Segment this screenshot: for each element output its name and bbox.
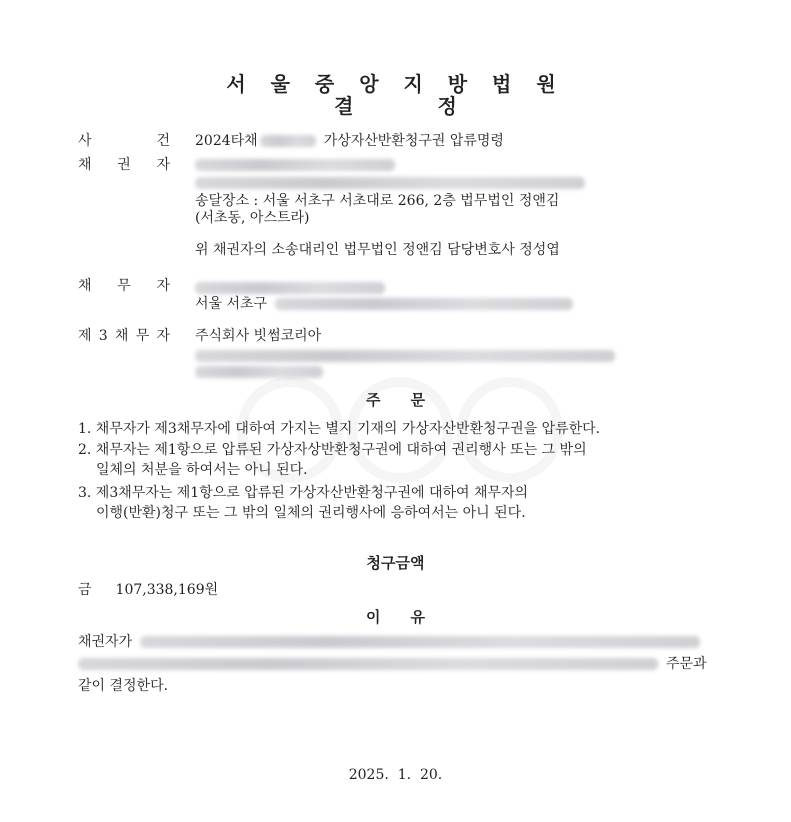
third-debtor-label: 제 3 채 무 자	[78, 328, 170, 344]
reason-lead: 채권자가	[78, 634, 133, 650]
reason-heading: 이 유	[366, 608, 425, 626]
ruling-item-2: 2. 채무자는 제1항으로 압류된 가상자상반환청구권에 대하여 권리행사 또는 그 밖의	[78, 442, 587, 458]
reason-line-3: 같이 결정한다.	[78, 678, 169, 694]
ruling-item-3-cont: 이행(반환)청구 또는 그 밖의 일체의 권리행사에 응하여서는 아니 된다.	[96, 505, 526, 521]
claim-amount: 107,338,169원	[115, 582, 219, 598]
court-name: 서 울 중 앙 지 방 법 원	[226, 72, 565, 96]
attorney-line: 위 채권자의 소송대리인 법무법인 정앤김 담당변호사 정성엽	[195, 242, 560, 258]
claim-heading: 청구금액	[366, 554, 425, 572]
redacted-case-number	[260, 135, 316, 147]
ruling-heading: 주 문	[366, 391, 425, 409]
case-name: 가상자산반환청구권 압류명령	[323, 133, 504, 149]
debtor-address-prefix: 서울 서초구	[195, 296, 268, 312]
reason-line-2	[78, 655, 707, 673]
debtor-label: 채 무 자	[78, 278, 170, 294]
decision-date: 2025. 1. 20.	[348, 767, 443, 783]
redacted-reason-1	[140, 636, 700, 648]
redacted-creditor-name	[195, 156, 395, 174]
service-address: 송달장소 : 서울 서초구 서초대로 266, 2층 법무법인 정앤김	[195, 193, 560, 209]
ruling-item-1: 1. 채무자가 제3채무자에 대하여 가지는 별지 기재의 가상자산반환청구권을 압류한다.	[78, 421, 601, 437]
ruling-item-2-cont: 일체의 처분을 하여서는 아니 된다.	[96, 462, 308, 478]
third-debtor-name: 주식회사 빗썸코리아	[195, 328, 322, 344]
reason-tail: 주문과	[666, 656, 707, 672]
ruling-item-3: 3. 제3채무자는 제1항으로 압류된 가상자산반환청구권에 대하여 채무자의	[78, 485, 529, 501]
redacted-debtor-address	[275, 298, 573, 310]
case-value	[195, 132, 504, 150]
debtor-address	[195, 295, 573, 313]
creditor-label: 채 권 자	[78, 157, 170, 173]
document-type	[0, 94, 791, 118]
redacted-creditor-address	[195, 174, 585, 192]
reason-line-1	[78, 633, 700, 651]
service-address-detail: (서초동, 아스트라)	[195, 210, 310, 226]
document-type-char-1: 결	[334, 94, 354, 118]
case-number-prefix: 2024타채	[195, 133, 258, 149]
document-type-char-2: 정	[437, 94, 457, 118]
redacted-third-debtor-address-2	[195, 363, 323, 381]
claim-amount-row	[78, 581, 218, 599]
currency-label: 금	[78, 582, 92, 598]
case-label: 사 건	[78, 133, 170, 149]
redacted-reason-2	[78, 658, 658, 670]
